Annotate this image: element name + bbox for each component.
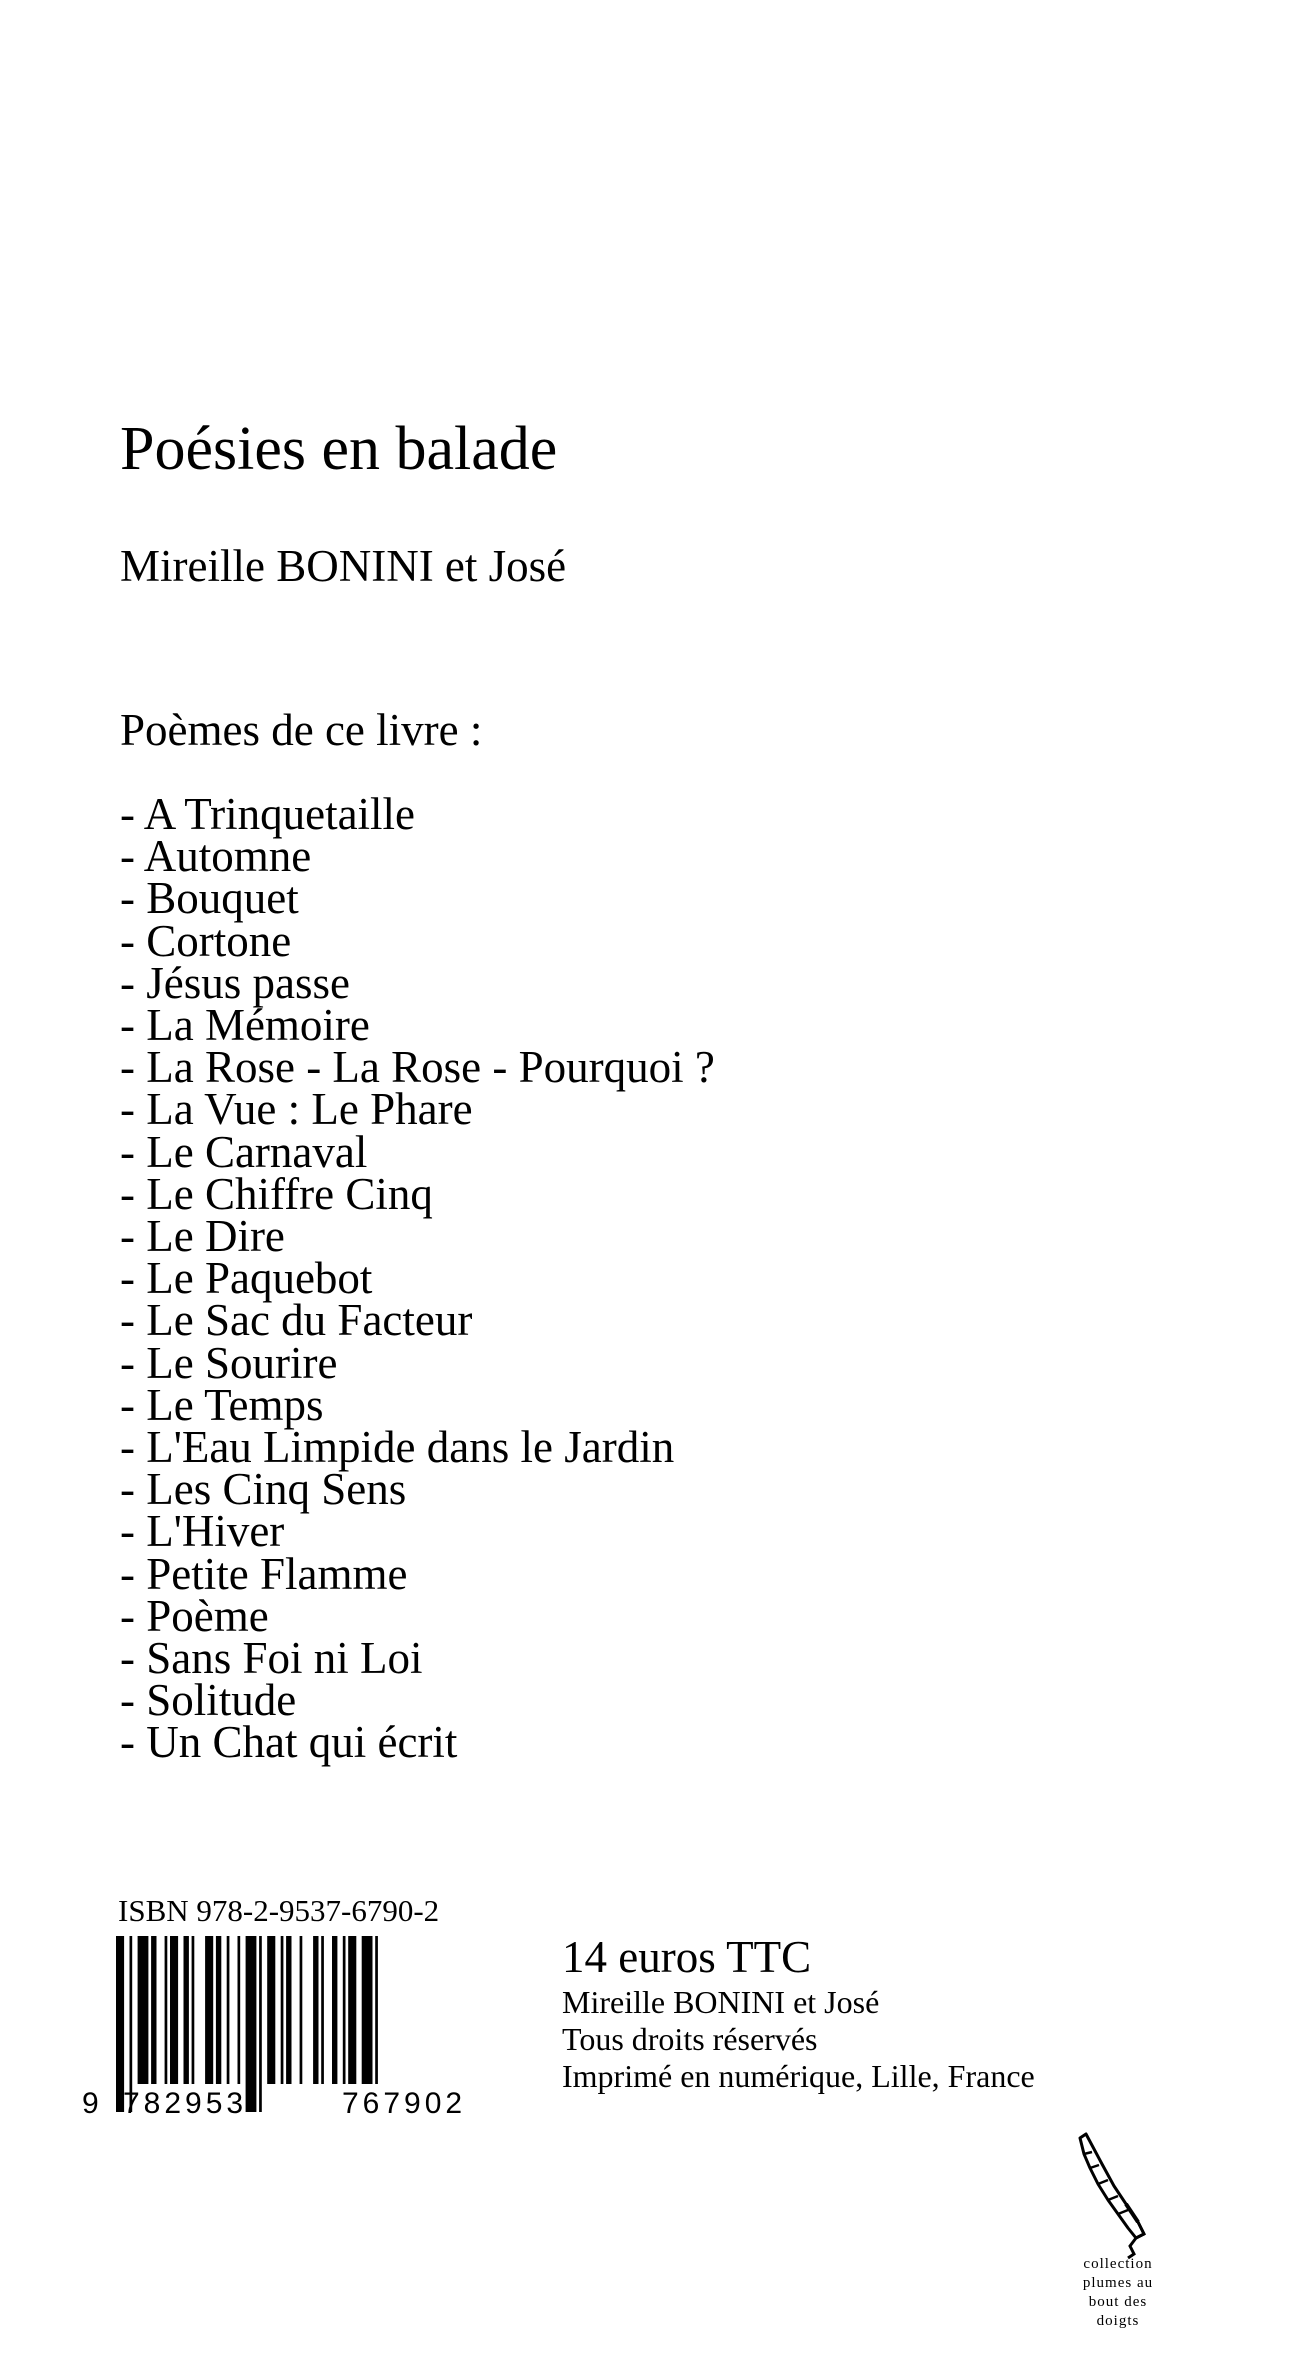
- publication-rights: Tous droits réservés: [562, 2021, 818, 2057]
- barcode-bar: [205, 1936, 213, 2084]
- list-item: - Le Chiffre Cinq: [120, 1168, 433, 1219]
- list-item: - Le Sac du Facteur: [120, 1295, 473, 1346]
- barcode-bar: [281, 1936, 284, 2084]
- barcode-bar: [170, 1936, 178, 2084]
- barcode-bar: [238, 1936, 241, 2084]
- collection-line: doigts: [1096, 2313, 1140, 2329]
- publication-info: [562, 1984, 1035, 2095]
- barcode-bar: [216, 1936, 221, 2084]
- list-item: - Sans Foi ni Loi: [120, 1633, 423, 1684]
- price-label: 14 euros TTC: [562, 1932, 812, 1982]
- list-item: - La Rose - La Rose - Pourquoi ?: [120, 1042, 715, 1093]
- book-title: Poésies en balade: [120, 415, 558, 483]
- list-item: - L'Hiver: [120, 1506, 285, 1557]
- book-authors: Mireille BONINI et José: [120, 541, 567, 591]
- barcode-bar: [343, 1936, 346, 2084]
- publication-printing: Imprimé en numérique, Lille, France: [562, 2058, 1035, 2094]
- list-item: - Poème: [120, 1590, 269, 1641]
- list-item: - Automne: [120, 831, 312, 882]
- barcode-bar: [300, 1936, 303, 2084]
- isbn-barcode: [80, 1932, 500, 2117]
- poems-heading: Poèmes de ce livre :: [120, 705, 483, 755]
- collection-label: [1068, 2255, 1168, 2331]
- barcode-bar: [151, 1936, 156, 2084]
- barcode-bar: [267, 1936, 275, 2084]
- barcode-bar: [227, 1936, 230, 2084]
- collection-line: plumes au: [1082, 2275, 1154, 2291]
- barcode-bar: [313, 1936, 318, 2084]
- collection-line: bout des: [1088, 2294, 1148, 2310]
- collection-line: collection: [1083, 2256, 1153, 2272]
- list-item: - Solitude: [120, 1675, 297, 1726]
- barcode-bar: [321, 1936, 324, 2084]
- barcode-bars: [116, 1936, 378, 2112]
- list-item: - La Mémoire: [120, 1000, 370, 1051]
- poem-list: [120, 789, 715, 1768]
- list-item: - Les Cinq Sens: [120, 1464, 407, 1515]
- list-item: - Jésus passe: [120, 957, 350, 1008]
- list-item: - Le Paquebot: [120, 1253, 373, 1304]
- barcode-bar: [246, 1936, 257, 2112]
- isbn-number: ISBN 978-2-9537-6790-2: [118, 1893, 440, 1928]
- barcode-bar: [348, 1936, 356, 2084]
- list-item: - A Trinquetaille: [120, 789, 416, 839]
- barcode-bar: [375, 1936, 378, 2084]
- list-item: - Le Temps: [120, 1379, 324, 1430]
- barcode-bar: [116, 1936, 124, 2112]
- list-item: - La Vue : Le Phare: [120, 1084, 473, 1135]
- barcode-bar: [286, 1936, 291, 2084]
- list-item: - Petite Flamme: [120, 1548, 408, 1599]
- barcode-bar: [259, 1936, 262, 2112]
- quill-feather-icon: [1072, 2130, 1152, 2262]
- list-item: - L'Eau Limpide dans le Jardin: [120, 1422, 675, 1473]
- list-item: - Bouquet: [120, 873, 299, 924]
- barcode-bar: [192, 1936, 195, 2084]
- barcode-bar: [332, 1936, 337, 2084]
- list-item: - Le Sourire: [120, 1337, 338, 1388]
- barcode-bar: [362, 1936, 373, 2084]
- barcode-bar: [165, 1936, 168, 2084]
- barcode-bar: [130, 1936, 133, 2112]
- list-item: - Cortone: [120, 915, 292, 966]
- list-item: - Le Dire: [120, 1211, 285, 1262]
- publication-authors: Mireille BONINI et José: [562, 1984, 880, 2020]
- barcode-digit-first: 9: [82, 2087, 99, 2117]
- barcode-digits-left: 782953: [123, 2087, 248, 2117]
- barcode-digits-right: 767902: [342, 2087, 467, 2117]
- list-item: - Le Carnaval: [120, 1126, 368, 1177]
- barcode-bar: [184, 1936, 189, 2084]
- barcode-bar: [138, 1936, 149, 2084]
- list-item: - Un Chat qui écrit: [120, 1717, 458, 1768]
